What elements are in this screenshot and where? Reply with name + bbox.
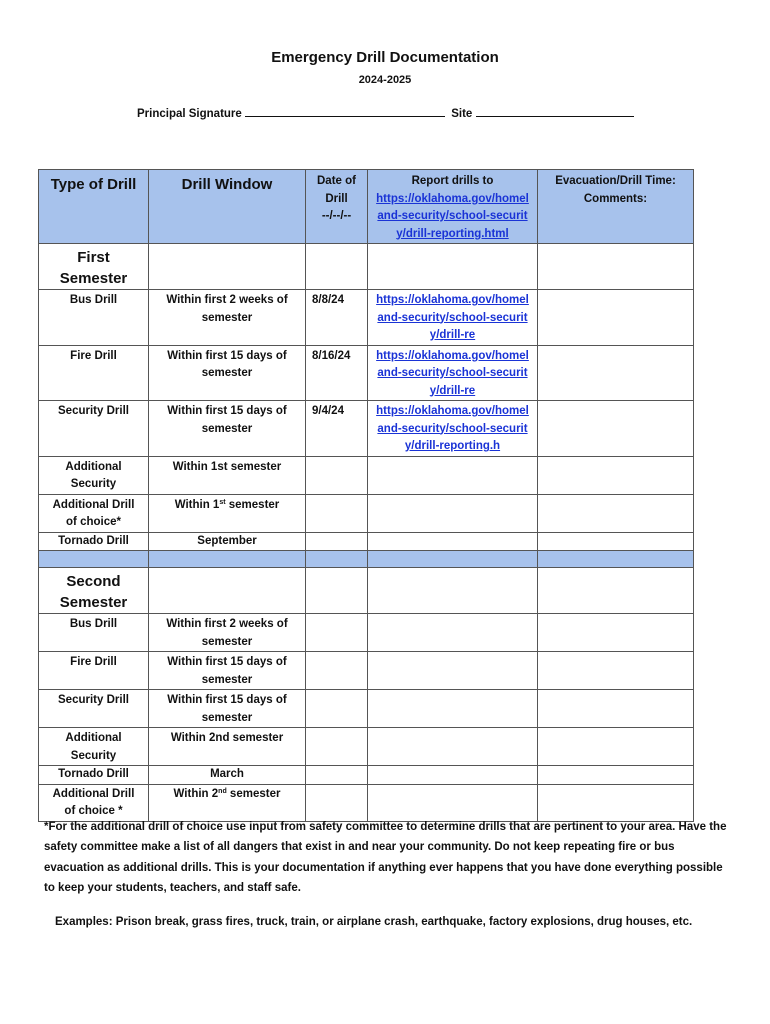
drill-window: March bbox=[149, 766, 306, 785]
drill-type: Fire Drill bbox=[39, 345, 149, 401]
signature-line bbox=[137, 106, 634, 120]
divider-cell bbox=[306, 551, 368, 568]
drill-date[interactable]: 9/4/24 bbox=[306, 401, 368, 457]
col-header-window: Drill Window bbox=[149, 170, 306, 244]
col-header-comments: Evacuation/Drill Time: Comments: bbox=[538, 170, 694, 244]
divider-cell bbox=[538, 551, 694, 568]
report-link-cell[interactable] bbox=[368, 690, 538, 728]
comments-cell[interactable] bbox=[538, 532, 694, 551]
drill-type: Additional Drill of choice * bbox=[39, 784, 149, 821]
divider-cell bbox=[368, 551, 538, 568]
table-row bbox=[39, 652, 694, 690]
drill-window: Within 2nd semester bbox=[149, 784, 306, 821]
divider-cell bbox=[39, 551, 149, 568]
table-row bbox=[39, 456, 694, 494]
table-row bbox=[39, 614, 694, 652]
drill-type: Bus Drill bbox=[39, 290, 149, 346]
drill-type: Fire Drill bbox=[39, 652, 149, 690]
drill-window: Within first 15 days of semester bbox=[149, 652, 306, 690]
semester-row-second bbox=[39, 568, 694, 614]
comments-cell[interactable] bbox=[538, 494, 694, 532]
table-row bbox=[39, 401, 694, 457]
drill-type: Tornado Drill bbox=[39, 766, 149, 785]
date-cell[interactable] bbox=[306, 244, 368, 290]
semester-row-first bbox=[39, 244, 694, 290]
drill-window: Within first 15 days of semester bbox=[149, 345, 306, 401]
principal-signature-label: Principal Signature bbox=[137, 108, 242, 120]
report-cell[interactable] bbox=[368, 244, 538, 290]
site-label: Site bbox=[451, 108, 473, 120]
drill-window: Within 1st semester bbox=[149, 456, 306, 494]
col-header-date: Date of Drill --/--/-- bbox=[306, 170, 368, 244]
report-link-cell[interactable]: https://oklahoma.gov/homeland-security/school-security/drill-re bbox=[368, 345, 538, 401]
semester-label-first: First Semester bbox=[39, 244, 149, 290]
drill-type: Security Drill bbox=[39, 401, 149, 457]
drill-type: Tornado Drill bbox=[39, 532, 149, 551]
drill-window: Within first 2 weeks of semester bbox=[149, 290, 306, 346]
drill-window: September bbox=[149, 532, 306, 551]
drill-window: Within first 15 days of semester bbox=[149, 690, 306, 728]
drill-date[interactable] bbox=[306, 728, 368, 766]
school-year: 2024-2025 bbox=[358, 74, 412, 86]
drill-type: Additional Drill of choice* bbox=[39, 494, 149, 532]
drill-date[interactable] bbox=[306, 784, 368, 821]
drill-type: Security Drill bbox=[39, 690, 149, 728]
table-row bbox=[39, 766, 694, 785]
site-field[interactable] bbox=[476, 106, 634, 117]
comments-cell[interactable] bbox=[538, 568, 694, 614]
table-row bbox=[39, 728, 694, 766]
drill-date[interactable] bbox=[306, 456, 368, 494]
col-header-report: Report drills to https://oklahoma.gov/homeland-security/school-security/drill-reporting.html bbox=[368, 170, 538, 244]
drill-type: Bus Drill bbox=[39, 614, 149, 652]
drill-window: Within first 2 weeks of semester bbox=[149, 614, 306, 652]
report-link-cell[interactable]: https://oklahoma.gov/homeland-security/school-security/drill-reporting.h bbox=[368, 401, 538, 457]
report-link-cell[interactable] bbox=[368, 784, 538, 821]
col-header-type: Type of Drill bbox=[39, 170, 149, 244]
comments-cell[interactable] bbox=[538, 728, 694, 766]
comments-cell[interactable] bbox=[538, 690, 694, 728]
table-row bbox=[39, 532, 694, 551]
drill-date[interactable]: 8/8/24 bbox=[306, 290, 368, 346]
window-cell[interactable] bbox=[149, 244, 306, 290]
comments-cell[interactable] bbox=[538, 244, 694, 290]
drill-window: Within 1st semester bbox=[149, 494, 306, 532]
report-link-cell[interactable]: https://oklahoma.gov/homeland-security/school-security/drill-re bbox=[368, 290, 538, 346]
drill-window: Within 2nd semester bbox=[149, 728, 306, 766]
drill-date[interactable] bbox=[306, 652, 368, 690]
report-link-cell[interactable] bbox=[368, 728, 538, 766]
comments-cell[interactable] bbox=[538, 614, 694, 652]
drill-type: Additional Security bbox=[39, 456, 149, 494]
drill-date[interactable] bbox=[306, 766, 368, 785]
divider-cell bbox=[149, 551, 306, 568]
comments-cell[interactable] bbox=[538, 290, 694, 346]
table-row bbox=[39, 345, 694, 401]
report-link-cell[interactable] bbox=[368, 532, 538, 551]
comments-cell[interactable] bbox=[538, 766, 694, 785]
report-link-cell[interactable] bbox=[368, 766, 538, 785]
report-cell[interactable] bbox=[368, 568, 538, 614]
table-row bbox=[39, 690, 694, 728]
comments-cell[interactable] bbox=[538, 345, 694, 401]
report-link-cell[interactable] bbox=[368, 614, 538, 652]
drill-date[interactable] bbox=[306, 690, 368, 728]
drill-date[interactable] bbox=[306, 494, 368, 532]
report-link-cell[interactable] bbox=[368, 652, 538, 690]
comments-cell[interactable] bbox=[538, 784, 694, 821]
report-link-cell[interactable] bbox=[368, 456, 538, 494]
drill-date[interactable] bbox=[306, 614, 368, 652]
table-row bbox=[39, 290, 694, 346]
report-link-cell[interactable] bbox=[368, 494, 538, 532]
date-cell[interactable] bbox=[306, 568, 368, 614]
principal-signature-field[interactable] bbox=[245, 106, 445, 117]
drill-date[interactable] bbox=[306, 532, 368, 551]
drill-date[interactable]: 8/16/24 bbox=[306, 345, 368, 401]
drill-table bbox=[38, 169, 694, 822]
footnote: *For the additional drill of choice use input from safety committee to determine drills that are pertinent to your area. Have the safety committee make a list of all dangers that exist in and near your community. Do not keep repeating fire or bus evacuation as additional drills. This is your documentation if anything ever happens that you have done everything possible to keep your students, teachers, and staff safe. bbox=[44, 821, 727, 894]
document-title: Emergency Drill Documentation bbox=[271, 49, 499, 66]
examples-text: Examples: Prison break, grass fires, truck, train, or airplane crash, earthquake, factory explosions, drug houses, etc. bbox=[55, 916, 693, 928]
table-row bbox=[39, 494, 694, 532]
comments-cell[interactable] bbox=[538, 401, 694, 457]
drill-type: Additional Security bbox=[39, 728, 149, 766]
semester-divider-row bbox=[39, 551, 694, 568]
drill-window: Within first 15 days of semester bbox=[149, 401, 306, 457]
window-cell[interactable] bbox=[149, 568, 306, 614]
comments-cell[interactable] bbox=[538, 652, 694, 690]
report-link[interactable]: https://oklahoma.gov/homeland-security/school-security/drill-reporting.html bbox=[376, 192, 529, 240]
semester-label-second: Second Semester bbox=[39, 568, 149, 614]
table-row bbox=[39, 784, 694, 821]
table-header-row bbox=[39, 170, 694, 244]
comments-cell[interactable] bbox=[538, 456, 694, 494]
